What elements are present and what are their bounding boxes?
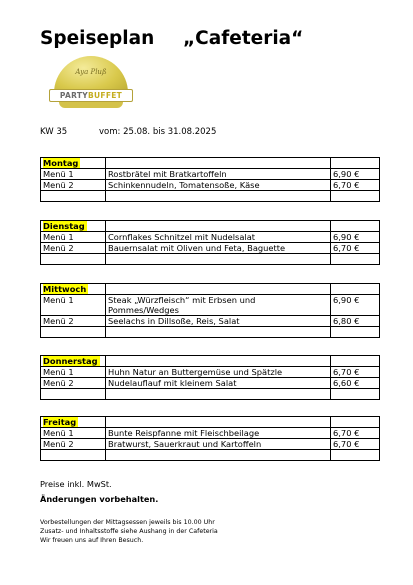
- menu-label: Menü 1: [41, 232, 106, 243]
- title-cafeteria: „Cafeteria“: [183, 28, 304, 49]
- dish-price: 6,60 €: [331, 378, 380, 389]
- day-name: Mittwoch: [43, 284, 87, 294]
- dish-price: 6,90 €: [331, 169, 380, 180]
- preorder-note: Vorbestellungen der Mittagsessen jeweils bis 10.00 Uhr: [40, 519, 215, 526]
- table-row: [41, 169, 380, 180]
- table-row: [41, 367, 380, 378]
- table-row: [41, 439, 380, 450]
- dish-price: 6,90 €: [331, 295, 380, 316]
- menu-label: Menü 2: [41, 378, 106, 389]
- dish-price: 6,70 €: [331, 180, 380, 191]
- table-row: [41, 243, 380, 254]
- dish-name: Bunte Reispfanne mit Fleischbeilage: [106, 428, 331, 439]
- dish-price: 6,70 €: [331, 439, 380, 450]
- day-table-mittwoch: [40, 283, 380, 338]
- day-table-dienstag: [40, 220, 380, 265]
- day-name: Donnerstag: [43, 356, 98, 366]
- menu-label: Menü 1: [41, 367, 106, 378]
- table-row: [41, 295, 380, 316]
- cloche-base: [59, 102, 123, 108]
- table-row: [41, 378, 380, 389]
- menu-label: Menü 2: [41, 180, 106, 191]
- welcome-note: Wir freuen uns auf Ihren Besuch.: [40, 537, 144, 544]
- menu-label: Menü 2: [41, 316, 106, 327]
- logo-band: [49, 89, 133, 102]
- dish-name: Bratwurst, Sauerkraut und Kartoffeln: [106, 439, 331, 450]
- menu-label: Menü 1: [41, 169, 106, 180]
- table-row: [41, 232, 380, 243]
- day-table-donnerstag: [40, 355, 380, 400]
- dish-price: 6,70 €: [331, 367, 380, 378]
- dish-name: Rostbrätel mit Bratkartoffeln: [106, 169, 331, 180]
- table-row: [41, 180, 380, 191]
- dish-name: Bauernsalat mit Oliven und Feta, Baguette: [106, 243, 331, 254]
- additives-note: Zusatz- und Inhaltsstoffe siehe Aushang in der Cafeteria: [40, 528, 218, 535]
- menu-label: Menü 2: [41, 243, 106, 254]
- day-name: Montag: [43, 158, 79, 168]
- menu-label: Menü 1: [41, 428, 106, 439]
- logo-band-buffet: BUFFET: [88, 91, 123, 100]
- logo-script-text: Aya Pluß: [75, 68, 107, 76]
- dish-name: Steak „Würzfleisch“ mit Erbsen und Pommes/Wedges: [106, 295, 331, 316]
- day-table-freitag: [40, 416, 380, 461]
- price-note: Preise inkl. MwSt.: [40, 479, 112, 489]
- dish-name: Seelachs in Dillsoße, Reis, Salat: [106, 316, 331, 327]
- page-title: [40, 28, 304, 49]
- menu-label: Menü 1: [41, 295, 106, 316]
- dish-price: 6,90 €: [331, 232, 380, 243]
- table-row: [41, 316, 380, 327]
- dish-price: 6,70 €: [331, 428, 380, 439]
- day-table-montag: [40, 157, 380, 202]
- table-row: [41, 428, 380, 439]
- day-name: Dienstag: [43, 221, 85, 231]
- week-range: vom: 25.08. bis 31.08.2025: [99, 127, 217, 137]
- dish-price: 6,70 €: [331, 243, 380, 254]
- title-speiseplan: Speiseplan: [40, 28, 155, 49]
- dish-name: Cornflakes Schnitzel mit Nudelsalat: [106, 232, 331, 243]
- logo-band-party: PARTY: [59, 91, 88, 100]
- changes-note: Änderungen vorbehalten.: [40, 494, 159, 504]
- dish-name: Huhn Natur an Buttergemüse und Spätzle: [106, 367, 331, 378]
- week-number: KW 35: [40, 127, 68, 137]
- day-name: Freitag: [43, 417, 77, 427]
- dish-name: Schinkennudeln, Tomatensoße, Käse: [106, 180, 331, 191]
- partybuffet-logo: [49, 56, 133, 112]
- week-line: [40, 127, 217, 137]
- menu-label: Menü 2: [41, 439, 106, 450]
- dish-name: Nudelauflauf mit kleinem Salat: [106, 378, 331, 389]
- dish-price: 6,80 €: [331, 316, 380, 327]
